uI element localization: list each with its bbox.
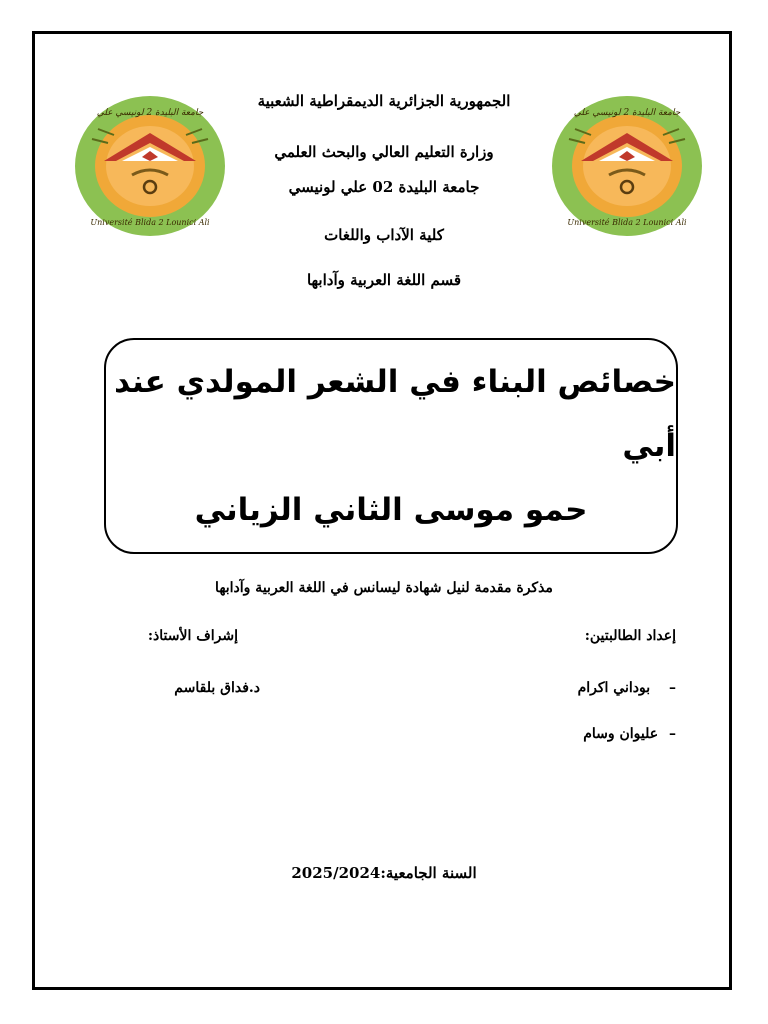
student-name-2: عليوان وسام xyxy=(583,726,659,742)
supervisor-name: د.فداق بلقاسم xyxy=(174,680,260,696)
student-item-1 xyxy=(578,680,676,696)
list-bullet: – xyxy=(669,726,676,742)
seal-arabic-text: جامعة البليدة 2 لونيسي علي xyxy=(96,108,204,118)
title-box xyxy=(104,338,678,554)
student-name-1: بوداني اكرام xyxy=(577,680,651,696)
title-line-2: حمو موسى الثاني الزياني xyxy=(194,492,588,528)
title-line-1: خصائص البناء في الشعر المولدي عند أبي xyxy=(114,364,676,464)
seal-arabic-text: جامعة البليدة 2 لونيسي علي xyxy=(573,108,681,118)
student-item-2 xyxy=(583,726,676,742)
university-seal-right xyxy=(551,95,703,237)
seal-latin-text: Université Blida 2 Lounici Ali xyxy=(90,218,210,227)
university-seal-left xyxy=(74,95,226,237)
students-label: إعداد الطالبتين: xyxy=(584,628,676,644)
header-ministry: وزارة التعليم العالي والبحث العلمي xyxy=(274,143,494,161)
header-department: قسم اللغة العربية وآدابها xyxy=(306,271,462,289)
header-university: جامعة البليدة 02 علي لونيسي xyxy=(288,178,480,196)
list-bullet: – xyxy=(669,680,676,696)
thesis-subtitle: مذكرة مقدمة لنيل شهادة ليسانس في اللغة العربية وآدابها xyxy=(215,580,553,596)
supervisor-label: إشراف الأستاذ: xyxy=(147,628,238,644)
header-republic: الجمهورية الجزائرية الديمقراطية الشعبية xyxy=(257,92,511,110)
seal-latin-text: Université Blida 2 Lounici Ali xyxy=(567,218,687,227)
header-faculty: كلية الآداب واللغات xyxy=(324,226,444,244)
academic-year: السنة الجامعية:2025/2024 xyxy=(291,864,477,882)
